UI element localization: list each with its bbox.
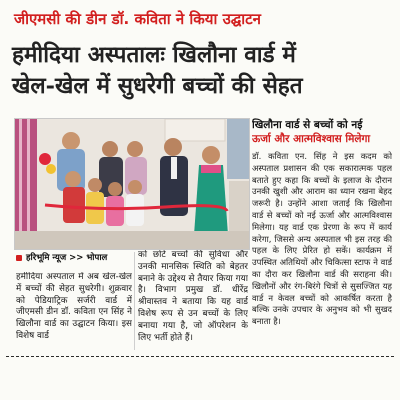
article-column-2: को छोटे बच्चों की सुविधा और उनकी मानसिक स्थिति को बेहतर बनाने के उद्देश्य से तैयार किया गया है। विभाग प्रमुख डॉ. धीरेंद्र श्रीवास्तव ने बताया कि यह वार्ड विशेष रूप से उन बच्चों के लिए बनाया गया है, जो ऑपरेशन के लिए भर्ती होते हैं। bbox=[138, 250, 248, 343]
article-headline bbox=[12, 40, 392, 102]
bullet-icon bbox=[16, 255, 22, 261]
ribbon-cutting-photo bbox=[14, 118, 250, 250]
article-kicker: जीएमसी की डीन डॉ. कविता ने किया उद्घाटन bbox=[14, 10, 261, 28]
column-divider bbox=[134, 252, 135, 350]
clipping-cut-line bbox=[6, 356, 394, 357]
sidebar-title bbox=[252, 118, 392, 146]
sidebar-title-line-2: ऊर्जा और आत्मविश्वास मिलेगा bbox=[252, 133, 371, 145]
byline bbox=[16, 252, 134, 263]
byline-text: हरिभूमि न्यूज >> भोपाल bbox=[26, 253, 108, 263]
photo-illustration bbox=[15, 119, 249, 249]
sidebar-article bbox=[252, 118, 392, 350]
headline-line-2: खेल-खेल में सुधरेगी बच्चों की सेहत bbox=[12, 73, 303, 99]
headline-line-1: हमीदिया अस्पतालः खिलौना वार्ड में bbox=[12, 42, 296, 68]
article-column-1: हमीदिया अस्पताल में अब खेल-खेल में बच्चों की सेहत सुधरेगी। शुक्रवार को पेडियाट्रिक सर्जरी वार्ड में जीएमसी डीन डॉ. कविता एन सिंह ने खिलौना वार्ड का उद्घाटन किया। इस विशेष वार्ड bbox=[16, 272, 132, 341]
sidebar-title-line-1: खिलौना वार्ड से बच्चों को नई bbox=[252, 119, 363, 131]
sidebar-body: डॉ. कविता एन. सिंह ने इस कदम को अस्पताल प्रशासन की एक सकारात्मक पहल बताते हुए कहा कि बच्चों के इलाज के दौरान उनकी खुशी और आराम का ध्यान रखना बेहद जरूरी है। उन्होंने आशा जताई कि खिलौना वार्ड से बच्चों को नई ऊर्जा और आत्मविश्वास मिलेगा। यह वार्ड एक प्रेरणा के रूप में कार्य करेगा, जिससे अन्य अस्पताल भी इस तरह की पहल के लिए प्रेरित हो सकें। कार्यक्रम में उपस्थित अतिथियों और चिकित्सा स्टाफ ने वार्ड का दौरा कर खिलौना वार्ड की सराहना की। खिलौनों और रंग-बिरंगे चित्रों से सुसज्जित यह वार्ड न केवल बच्चों को आकर्षित करता है बल्कि उनके उपचार के अनुभव को भी सुखद बनाता है। bbox=[252, 151, 392, 327]
